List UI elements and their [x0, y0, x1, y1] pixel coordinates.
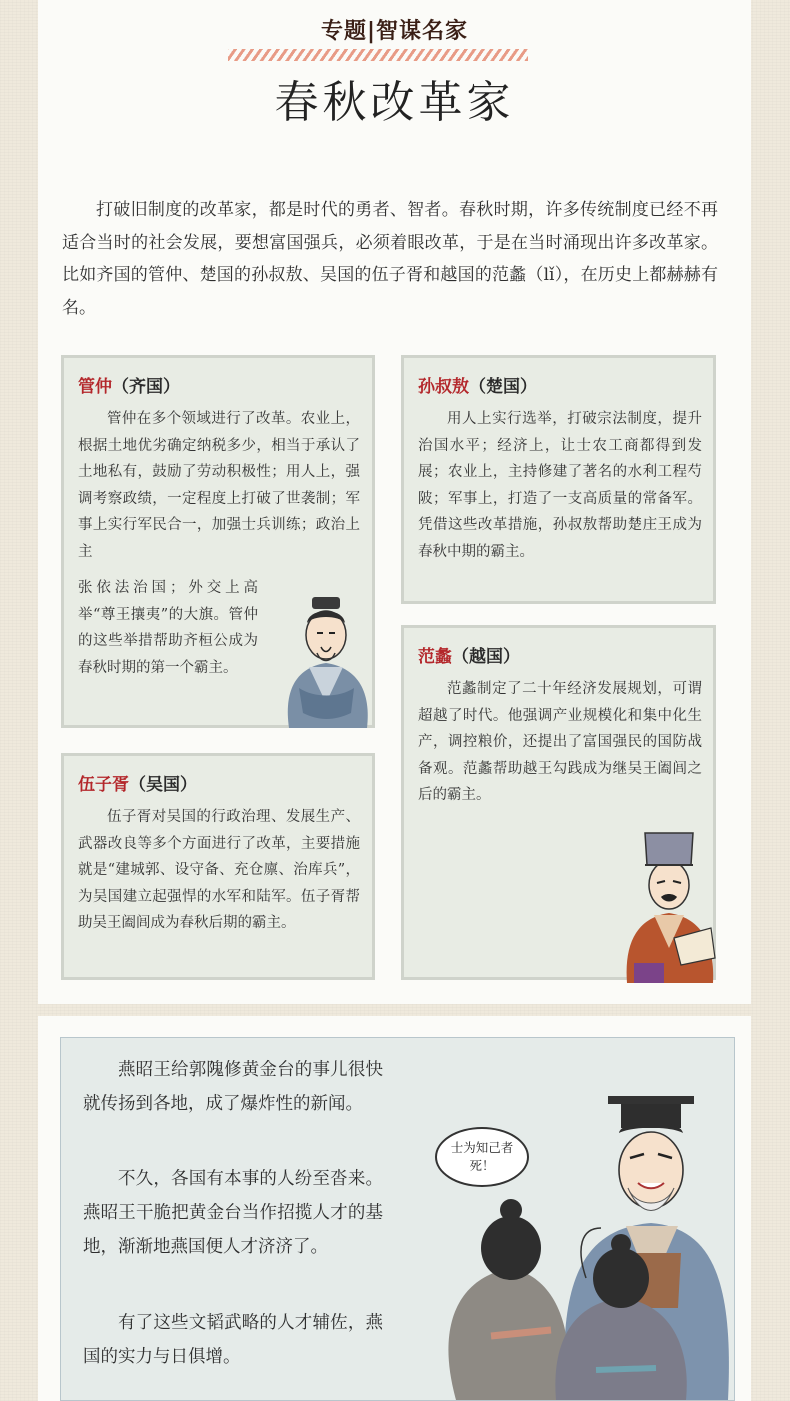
- speech-bubble-text: 士为知己者死！: [450, 1140, 514, 1173]
- card-text: 范蠡制定了二十年经济发展规划，可谓超越了时代。他强调产业规模化和集中化生产，调控粮价，还提出了富国强民的国防战备观。范蠡帮助越王勾践成为继吴王阖闾之后的霸主。: [418, 681, 702, 803]
- card-name: 伍子胥: [78, 775, 129, 795]
- story-panel: [38, 1016, 751, 1401]
- story-paragraph-1: 燕昭王给郭隗修黄金台的事儿很快就传扬到各地，成了爆炸性的新闻。: [83, 1060, 383, 1114]
- card-heading: [418, 372, 537, 397]
- card-name: 孙叔敖: [418, 377, 469, 397]
- topic-heading: 专题|智谋名家: [320, 19, 469, 44]
- card-state: （越国）: [452, 647, 520, 667]
- card-heading: [78, 372, 180, 397]
- card-heading: [418, 642, 520, 667]
- story-box: [60, 1037, 735, 1401]
- card-heading: [78, 770, 197, 795]
- card-name: 范蠡: [418, 647, 452, 667]
- card-state: （楚国）: [469, 377, 537, 397]
- card-text: 伍子胥对吴国的行政治理、发展生产、武器改良等多个方面进行了改革，主要措施就是“建城郭、设守备、充仓廪、治库兵”，为吴国建立起强悍的水军和陆军。伍子胥帮助吴王阖闾成为春秋后期的霸主。: [78, 809, 360, 931]
- card-text-side: 张依法治国；外交上高举“尊王攘夷”的大旗。管仲的这些举措帮助齐桓公成为春秋时期的第一个霸主。: [78, 580, 258, 676]
- card-wuzixu: [61, 753, 375, 980]
- card-text: 用人上实行选举，打破宗法制度，提升治国水平；经济上，让士农工商都得到发展；农业上，主持修建了著名的水利工程芍陂；军事上，打造了一支高质量的常备军。凭借这些改革措施，孙叔敖帮助楚庄王成为春秋中期的霸主。: [418, 411, 702, 560]
- intro-paragraph: 打破旧制度的改革家，都是时代的勇者、智者。春秋时期，许多传统制度已经不再适合当时的社会发展，要想富国强兵，必须着眼改革，于是在当时涌现出许多改革家。比如齐国的管仲、楚国的孙叔敖、吴国的伍子胥和越国的范蠡（lǐ），在历史上都赫赫有名。: [62, 200, 718, 318]
- story-paragraph-3: 有了这些文韬武略的人才辅佐，燕国的实力与日俱增。: [83, 1313, 383, 1367]
- card-fanli: [401, 625, 716, 980]
- guanzhong-figure-illustration: [279, 593, 374, 728]
- card-text: 管仲在多个领域进行了改革。农业上，根据土地优劣确定纳税多少，相当于承认了土地私有，鼓励了劳动积极性；用人上，强调考察政绩，一定程度上打破了世袭制；军事上实行军民合一，加强士兵训练；政治上主: [78, 411, 360, 560]
- page-title: 春秋改革家: [274, 77, 515, 128]
- decorative-stripe: [228, 49, 528, 61]
- fanli-figure-illustration: [619, 823, 719, 983]
- card-sunshuao: [401, 355, 716, 604]
- card-guanzhong: [61, 355, 375, 728]
- king-and-scholars-illustration: [416, 1078, 734, 1400]
- story-paragraph-2: 不久，各国有本事的人纷至沓来。燕昭王干脆把黄金台当作招揽人才的基地，渐渐地燕国便人才济济了。: [83, 1169, 383, 1257]
- card-state: （齐国）: [112, 377, 180, 397]
- card-name: 管仲: [78, 377, 112, 397]
- article-panel: [38, 0, 751, 1004]
- card-state: （吴国）: [129, 775, 197, 795]
